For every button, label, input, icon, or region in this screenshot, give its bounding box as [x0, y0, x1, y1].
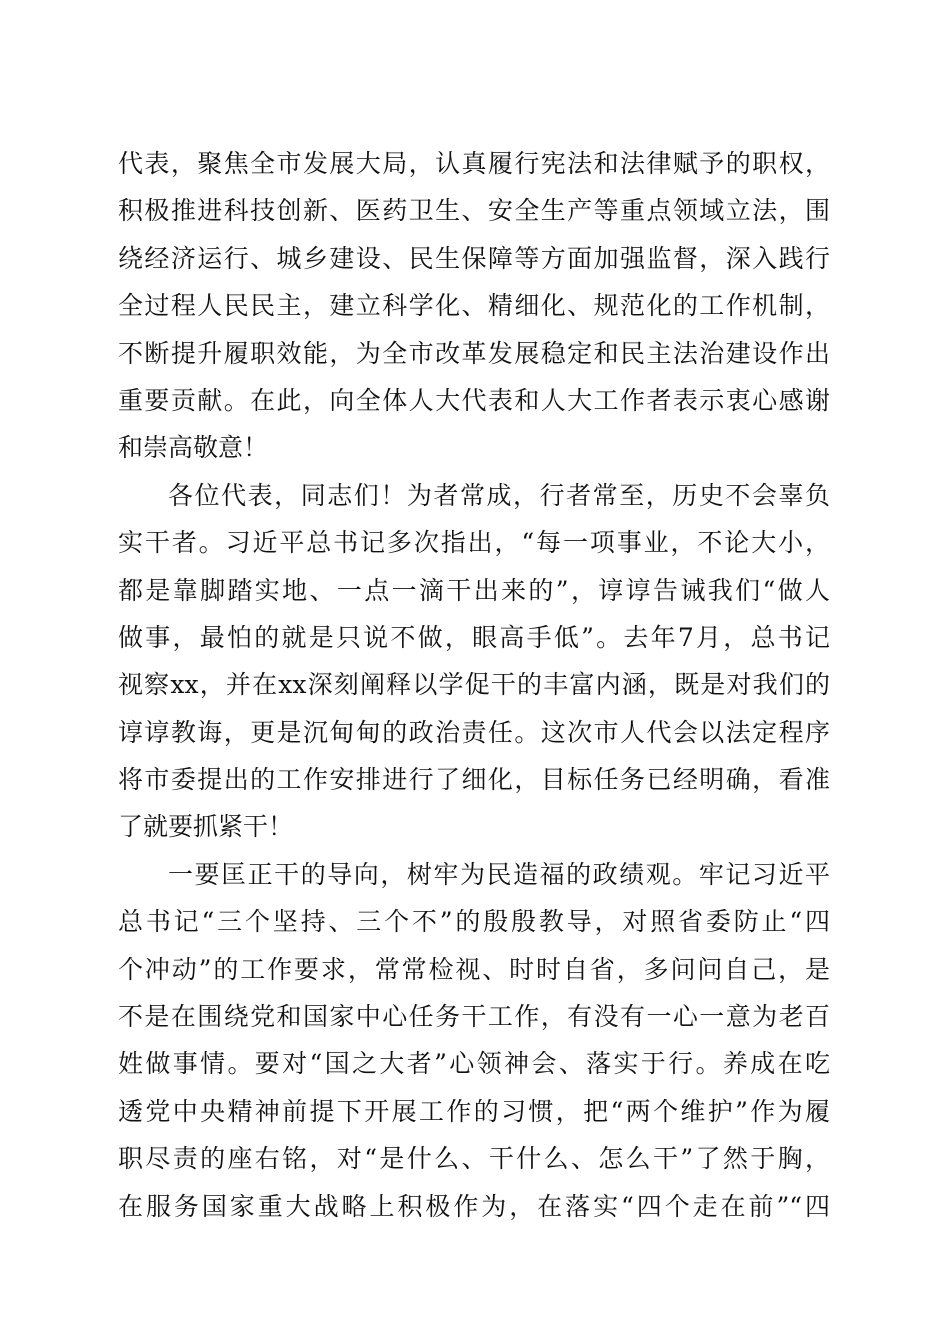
text-line: 谆谆教诲，更是沉甸甸的政治责任。这次市人代会以法定程序 — [118, 717, 830, 747]
text-line: 绕经济运行、城乡建设、民生保障等方面加强监督，深入践行 — [118, 243, 830, 273]
text-line: 姓做事情。要对“国之大者”心领神会、落实于行。养成在吃 — [118, 1049, 830, 1079]
text-line: 重要贡献。在此，向全体人大代表和人大工作者表示衷心感谢 — [118, 385, 830, 415]
text-line: 积极推进科技创新、医药卫生、安全生产等重点领域立法，围 — [118, 196, 830, 226]
text-line: 在服务国家重大战略上积极作为，在落实“四个走在前”“四 — [118, 1191, 830, 1221]
document-body — [118, 140, 830, 1230]
text-line: 做事，最怕的就是只说不做，眼高手低”。去年7月，总书记 — [118, 622, 830, 652]
text-line: 不是在围绕党和国家中心任务干工作，有没有一心一意为老百 — [118, 1002, 830, 1032]
text-line: 都是靠脚踏实地、一点一滴干出来的”，谆谆告诫我们“做人 — [118, 575, 830, 605]
text-line: 不断提升履职效能，为全市改革发展稳定和民主法治建设作出 — [118, 338, 830, 368]
text-line: 了就要抓紧干！ — [118, 812, 294, 842]
text-line: 实干者。习近平总书记多次指出，“每一项事业，不论大小， — [118, 528, 830, 558]
text-line: 全过程人民民主，建立科学化、精细化、规范化的工作机制， — [118, 291, 830, 321]
text-line: 透党中央精神前提下开展工作的习惯，把“两个维护”作为履 — [118, 1096, 830, 1126]
text-line: 将市委提出的工作安排进行了细化，目标任务已经明确，看准 — [118, 765, 830, 795]
text-line: 代表，聚焦全市发展大局，认真履行宪法和法律赋予的职权， — [118, 149, 830, 178]
text-line: 总书记“三个坚持、三个不”的殷殷教导，对照省委防止“四 — [118, 907, 830, 937]
text-line: 职尽责的座右铭，对“是什么、干什么、怎么干”了然于胸， — [118, 1144, 830, 1174]
text-line: 个冲动”的工作要求，常常检视、时时自省，多问问自己，是 — [118, 954, 830, 984]
text-line: 视察xx，并在xx深刻阐释以学促干的丰富内涵，既是对我们的 — [118, 670, 830, 700]
paragraph-first-line: 一要匡正干的导向，树牢为民造福的政绩观。牢记习近平 — [168, 859, 830, 889]
paragraph-first-line: 各位代表，同志们！为者常成，行者常至，历史不会辜负 — [168, 480, 830, 510]
text-line: 和崇高敬意！ — [118, 433, 269, 463]
